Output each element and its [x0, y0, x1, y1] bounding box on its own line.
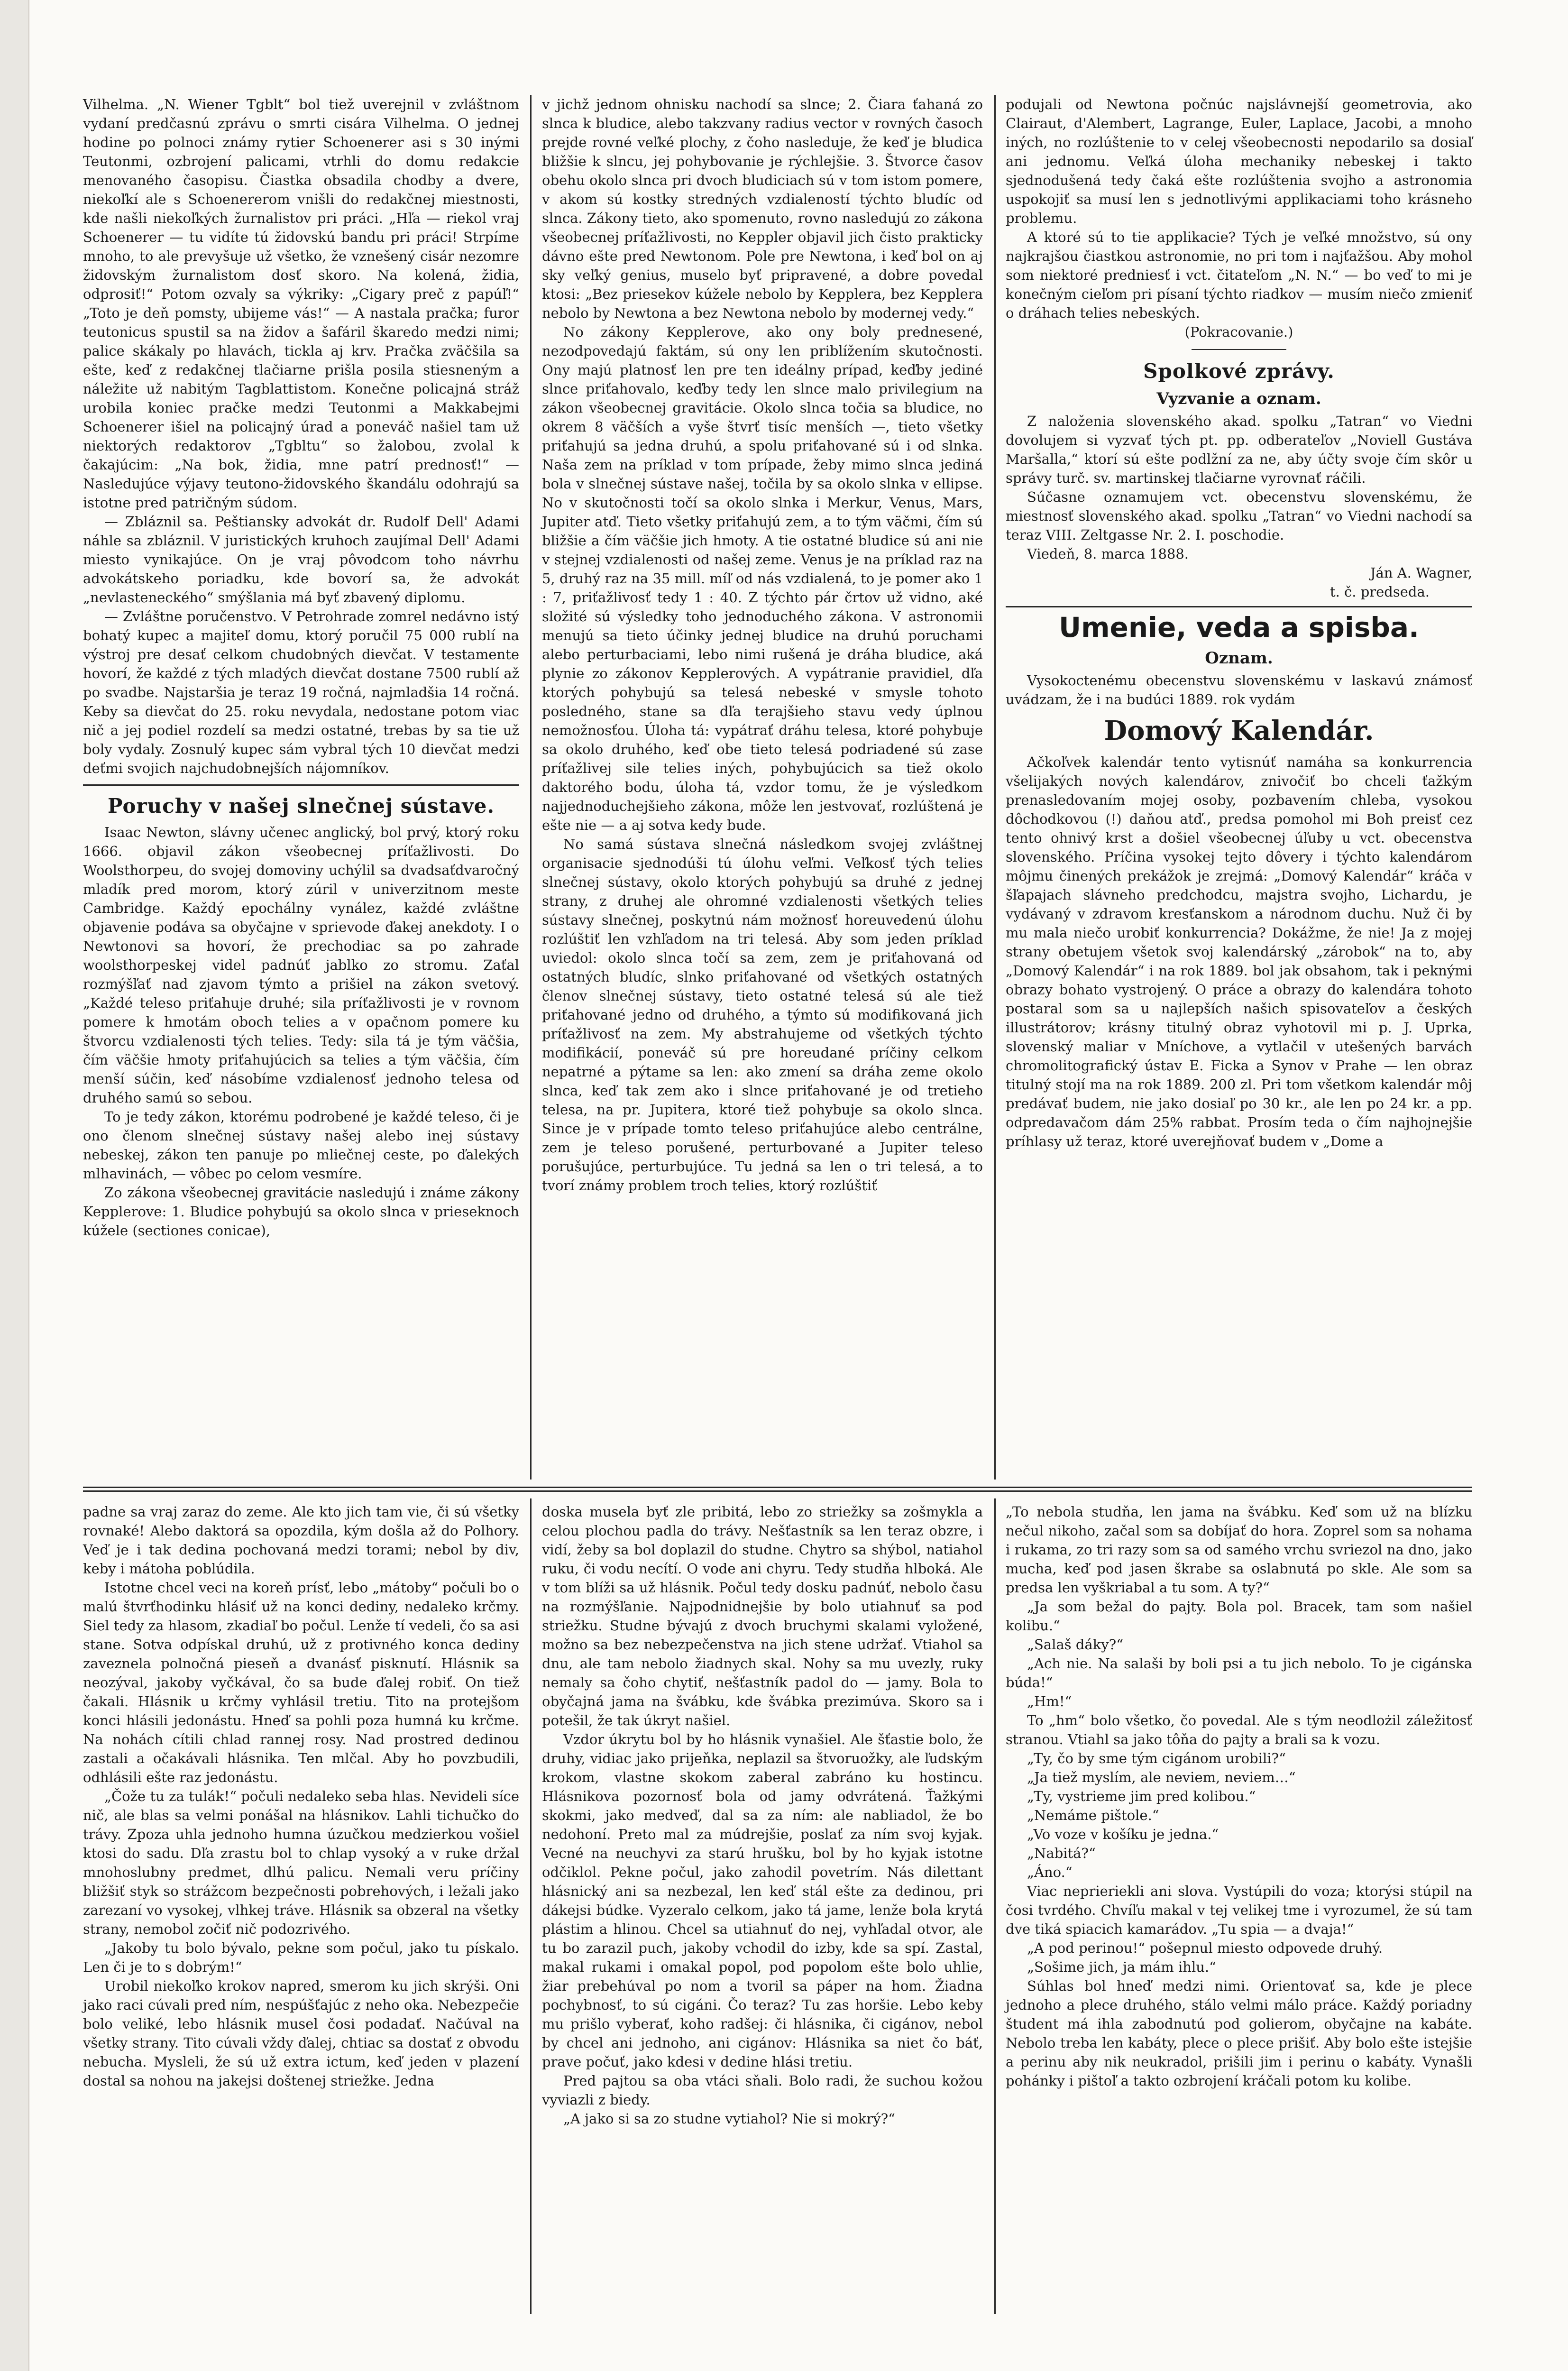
article-paragraph: No samá sústava slnečná následkom svojej zvláštnej organisacie sjednodúši tú úlohu veľmi. Veľkosť tých telies slnečnej sústavy, okolo ktorých pohybujú sa druhé z jednej strany, z druhej ale ohromné vzdialenosti všetkých telies sústavy slnečnej, poskytnú nám možnosť horeuvedenú úlohu rozlúštiť len vzhľadom na tri telesá. Aby som jeden príklad uviedol: okolo slnca točí sa zem, zem je priťahovaná od ostatných bludíc, slnko priťahované od všetkých ostatných členov slnečnej sústavy, tieto ostatné telesá sú ale tiež priťahované jedno od druhého, a týmto sú modifikovaná jich príťažlivosť na zem. My abstrahujeme od všetkých týchto modifikácií, poneváč sú pre horeudané príčiny celkom nepatrné a pýtame sa len: ako zmení sa dráha zeme okolo slnca, keď tak zem ako i slnce priťahované je od tretieho telesa, na pr. Jupitera, ktoré tiež pohybuje sa okolo slnca. Since je v prípade tomto teleso priťahujúce alebo centrálne, zem je teleso porušené, perturbované a Jupiter teleso porušujúce, perturbujúce. Tu jedná sa len o tri telesá, a to tvorí známy problem troch telies, ktorý rozlúštiť: [542, 836, 983, 1194]
story-paragraph: „Hm!“: [1027, 1693, 1072, 1709]
column-rule: [994, 95, 996, 1480]
column-rule: [994, 1498, 996, 2314]
subtitle-vyzvanie: Vyzvanie a oznam.: [1156, 389, 1321, 408]
notice-paragraph: Súčasne oznamujem vct. obecenstvu slovenskému, že miestnosť slovenského akad. spolku „Tatran“ vo Viedni nachodí sa teraz VIII. Zeltgasse Nr. 2. I. poschodie.: [1006, 489, 1472, 543]
column-rule: [530, 1498, 532, 2314]
article-paragraph: Zo zákona všeobecnej gravitácie nasledujú i známe zákony Kepplerove: 1. Bludice pohybujú sa okolo slnca v prieseknoch kúžele (sectiones conicae),: [83, 1185, 519, 1239]
story-paragraph: „Nabitá?“: [1027, 1845, 1096, 1861]
story-paragraph: „Čože tu za tulák!“ počuli nedaleko seba hlas. Nevideli síce nič, ale blas sa velmi ponášal na hlásnikov. Lahli tichučko do trávy. Zpoza uhla jednoho humna úzučkou medzierkou vošiel ktosi do sadu. Dľa zrastu bol to chlap vysoký a v ruke držal mnohoslubny predmet, dlhú palicu. Nemali veru príčiny bližšiť styk so strážcom bezpečnosti pobrehových, i ležali jako zarezaní vo vysokej, vlhkej tráve. Hlásnik sa obzeral na všetky strany, nemobol zočiť nič podozrivého.: [83, 1788, 519, 1937]
story-paragraph: Súhlas bol hneď medzi nimi. Orientovať sa, kde je plece jednoho a plece druhého, stálo velmi málo práce. Každý poriadny študent má ihla zabodnutú pod golierom, obyčajne na kabáte. Nebolo treba len kabáty, plece o plece prišiť. Aby bolo ešte istejšie a perinu aby nik neukradol, prišili jim i perinu o kabáty. Vynašli pohánky i pištoľ a takto ozbrojení kráčali potom ku kolibe.: [1006, 1978, 1472, 2089]
story-paragraph: „A pod perinou!“ pošepnul miesto odpovede druhý.: [1027, 1940, 1383, 1956]
story-paragraph: padne sa vraj zaraz do zeme. Ale kto jich tam vie, či sú všetky rovnaké! Alebo daktorá sa opozdila, kým došla až do Polhory. Veď je i tak dedina pochovaná medzi torami; nebol by div, keby i mátoha poblúdila.: [83, 1504, 519, 1577]
story-paragraph: „Áno.“: [1027, 1864, 1073, 1880]
title-domovy-kalendar: Domový Kalendár.: [1104, 715, 1374, 746]
story-paragraph: „Sošime jich, ja mám ihlu.“: [1027, 1959, 1216, 1975]
story-paragraph: Pred pajtou sa oba vtáci sňali. Bolo radi, že suchou kožou vyviazli z biedy.: [542, 2073, 983, 2108]
continuation-note: (Pokracovanie.): [1184, 324, 1293, 340]
story-paragraph: „Ach nie. Na salaši by boli psi a tu jich nebolo. To je cigánska búda!“: [1006, 1655, 1472, 1691]
story-paragraph: doska musela byť zle pribitá, lebo zo striežky sa zošmykla a celou plochou padla do trávy. Nešťastník sa len teraz obzre, i vidí, žeby sa bol doplazil do studne. Chytro sa shýbol, natiahol ruku, či vodu necítí. O vode ani chyru. Tedy studňa hlboká. Ale v tom blíži sa už hlásnik. Počul tedy dosku padnúť, nebolo času na rozmýšľanie. Najpodnidnejšie by bolo utiahnuť sa pod striežku. Studne bývajú z dvoch bruchymi skalami vyložené, možno sa bez nebezpečenstva na jich stene udržať. Vtiahol sa dnu, ale tam nebolo žiadnych skal. Nohy sa mu uvezly, ruky nemaly sa čoho chytiť, nešťastník padol do — jamy. Bola to obyčajná jama na švábku, kde švábka prezimúva. Skoro sa i potešil, že tak úkryt našiel.: [542, 1504, 983, 1728]
notice-date: Viedeň, 8. marca 1888.: [1027, 546, 1189, 562]
story-paragraph: Viac neprieriekli ani slova. Vystúpili do voza; ktorýsi stúpil na čosi tvrdého. Chvíľu makal v tej velikej tme i vyrozumel, že sú tam dve tiká spiacich kamarádov. „Tu spia — a dvaja!“: [1006, 1883, 1472, 1937]
article-title-poruchy: Poruchy v našej slnečnej sústave.: [108, 794, 495, 818]
story-paragraph: Istotne chcel veci na koreň prísť, lebo „mátoby“ počuli bo o malú štvrťhodinku hlásiť už na konci dediny, nedaleko krčmy. Siel tedy za hlasom, zkadiaľ bo počul. Lenže tí vedeli, čo sa asi stane. Sotva odpískal druhú, už z protivného konca dediny zaveznela polnočná pieseň a dvanásť pisknutí. Hlásnik sa neozýval, jakoby vyčkával, čo sa bude ďalej robiť. On tiež čakali. Hlásnik u krčmy vyhlásil tretiu. Tito na protejšom konci hlásili jedonástu. Hneď sa pohli poza humná ku krčme. Na nohách cítili chlad rannej rosy. Nad prostred dedinou zastali a očakávali hlásnika. Ten mlčal. Aby ho povzbudili, odhlásili ešte raz jedonástu.: [83, 1580, 519, 1785]
story-paragraph: „Ty, vystrieme jim pred kolibou.“: [1027, 1788, 1256, 1804]
article-paragraph: podujali od Newtona počnúc najslávnejší geometrovia, ako Clairaut, d'Alembert, Lagrange, Euler, Laplace, Jacobi, a mnoho iných, no rozlúštenie to v celej všeobecnosti nepodarilo sa dosiaľ ani jednomu. Veľká úloha mechaniky nebeskej i takto sjednodušená tedy čaká ešte rozlúštenia svojho a astronomia uspokojiť sa musí len s jednotlivými applikaciami toho krásneho problemu.: [1006, 96, 1472, 226]
story-paragraph: „Ja som bežal do pajty. Bola pol. Bracek, tam som našiel kolibu.“: [1006, 1599, 1472, 1634]
feuilleton-divider: [83, 1487, 1472, 1488]
subtitle-oznam: Oznam.: [1205, 649, 1273, 668]
notice-intro: Vysokoctenému obecenstvu slovenskému v laskavú známosť uvádzam, že i na budúci 1889. rok vydám: [1006, 672, 1472, 708]
news-item-porucenstvo: — Zvláštne poručenstvo. V Petrohrade zomrel nedávno istý bohatý kupec a majiteľ domu, ktorý poručil 75 000 rublí na výstroj pre desať celkom chudobných dievčat. V testamente hovorí, že každé z tých mladých dievčat dostane 7500 rublí až po svadbe. Najstaršia je teraz 19 ročná, najmladšia 14 ročná. Keby sa dievčat do 25. roku nevydala, nedostane potom viac nič a jej podiel rozdelí sa medzi ostatné, trebas by sa tie už boly vydaly. Zosnulý kupec sám vybral tých 10 dievčat medzi deťmi svojich najchudobnejších nájomníkov.: [83, 608, 519, 776]
feuilleton-divider: [83, 1490, 1472, 1492]
section-title-spolkove: Spolkové zprávy.: [1143, 359, 1335, 383]
page-binding-edge: [0, 0, 29, 2371]
story-paragraph: „A jako si sa zo studne vytiahol? Nie si mokrý?“: [563, 2111, 895, 2127]
story-paragraph: „Jakoby tu bolo bývalo, pekne som počul, jako tu pískalo. Len či je to s dobrým!“: [83, 1940, 519, 1975]
news-item-vilhelma: Vilhelma. „N. Wiener Tgblt“ bol tiež uverejnil v zvláštnom vydaní predčasnú zprávu o smrti cisára Vilhelma. O jednej hodine po polnoci známy rytier Schoenerer asi s 30 inými Teutonmi, ozbrojení palicami, vtrhli do domu redakcie menovaného časopisu. Čiastka obsadila chodby a dvere, niekoľkí ale s Schoenererom vnišli do redakčnej miestnosti, kde našli niekoľkých žurnalistov pri práci. „Hľa — riekol vraj Schoenerer — tu vidíte tú židovskú bandu pri práci! Strpíme mnoho, to ale prevyšuje už všetko, že vznešený cisár nezomre židovským žurnalistom dosť skoro. Na kolená, židia, odprosiť!“ Potom ozvaly sa výkriky: „Cigary preč z papúľ!“ „Toto je deň pomsty, ubijeme vás!“ — A nastala pračka; furor teutonicus spustil sa na židov a šafáril škaredo medzi nimi; palice skákaly po hlavách, tickla aj krv. Pračka zväčšila sa ešte, keď z redakčnej tlačiarne prišla posila stiesneným a náležite už nabitým Tagblattistom. Konečne policajná stráž urobila koniec pračke medzi Teutonmi a Makkabejmi Schoenerer išiel na policajný úrad a poneváč našiel tam už niektorých redaktorov „Tgbltu“ so žalobou, zvolal k čakajúcim: „Na bok, židia, mne patrí prednosť!“ — Nasledujúce výjavy teutono-židovského škandálu odohrajú sa istotne pred patričným súdom.: [83, 96, 519, 511]
newspaper-page: [83, 95, 1472, 2324]
top-column-2: [542, 95, 983, 1195]
article-paragraph: No zákony Kepplerove, ako ony boly prednesené, nezodpovedajú faktám, sú ony len priblížením skutočnosti. Ony majú platnosť len pre ten ideálny prípad, keďby jediné slnce priťahovalo, keďby tedy len slnce malo privilegium na zákon všeobecnej gravitácie. Okolo slnca točia sa bludice, no okrem 8 väčších a vyše štvrť tisíc menších —, tieto všetky priťahujú sa jedna druhú, a spolu priťahované sú i od slnka. Naša zem na príklad v tom prípade, žeby mimo slnca jediná bola v slnečnej sústave našej, točila by sa okolo slnka v ellipse. No v skutočnosti točí sa okolo slnka i Merkur, Venus, Mars, Jupiter atď. Tieto všetky priťahujú zem, a to tým väčmi, čím sú bližšie a čím väčšie jich hmoty. A tie ostatné bludice sú ani nie v stejnej vzdialenosti od našej zeme. Venus je na príklad raz na 5, druhý raz na 35 mill. míľ od nás vzdialená, to je pomer ako 1 : 7, priťažlivosť tedy 1 : 40. Z týchto pár črtov už vidno, aké složité sú výsledky toho jednoduchého zákona. V astronomii menujú sa tieto účinky jednej bludice na druhú poruchami alebo perturbaciami, lebo nimi rušená je dráha bludice, aká plynie zo zákonov Kepplerových. A vypátranie pravidiel, dľa ktorých pohybujú sa telesá nebeské v smysle tohoto posledného, stane sa dľa terajšieho stavu vedy úplnou nemožnosťou. Úloha tá: vypátrať dráhu telesa, ktoré pohybuje sa okolo druhého, keď obe tieto telesá podriadené sú zase príťažlivej sile telies iných, pohybujúcich sa tiež okolo daktorého bodu, úloha tá, vzdor tomu, že je výsledkom najjednoduchejšieho zákona, môže len jestvovať, rozlúštená je ešte nie — a aj sotva kedy bude.: [542, 324, 983, 833]
section-title-umenie: Umenie, veda a spisba.: [1058, 611, 1420, 643]
story-paragraph: Urobil niekoľko krokov napred, smerom ku jich skrýši. Oni jako raci cúvali pred ním, nespúšťajúc z neho oka. Nebezpečie bolo veliké, lebo hlásnik musel čosi podadať. Načúval na všetky strany. Tito cúvali vždy ďalej, chtiac sa dostať z obvodu nebucha. Mysleli, že sú už extra ictum, keď jeden v plazení dostal sa nohou na jakejsi doštenej striežke. Jedna: [83, 1978, 519, 2089]
news-item-zblaznil: — Zbláznil sa. Peštiansky advokát dr. Rudolf Dell' Adami náhle sa zbláznil. V juristických kruhoch zaujímal Dell' Adami miesto vynikajúce. On je vraj pôvodcom toho návrhu advokátskeho poriadku, kde bovorí sa, že advokát „nevlasteneckého“ smýšlania má byť zbavený diplomu.: [83, 514, 519, 606]
story-paragraph: To „hm“ bolo všetko, čo povedal. Ale s tým neodlożil záležitosť stranou. Vtiahl sa jako tôňa do pajty a brali sa k vozu.: [1006, 1712, 1472, 1747]
top-column-3: [1006, 95, 1472, 1151]
top-column-1: [83, 95, 519, 1240]
column-rule: [530, 95, 532, 1480]
section-divider: [83, 784, 519, 786]
story-paragraph: „To nebola studňa, len jama na švábku. Keď som už na blízku nečul nikoho, začal som sa dobíjať do hora. Zoprel som sa nohama i rukama, zo tri razy som sa od samého vrchu svriezol na dno, jako mucha, keď pod jasen škrabe sa oslabnutá po skle. Ale som sa predsa len vyškriabal a tu som. A ty?“: [1006, 1504, 1472, 1596]
bottom-column-1: [83, 1502, 519, 2090]
article-paragraph: To je tedy zákon, ktorému podrobené je každé teleso, či je ono členom slnečnej sústavy našej alebo inej sústavy nebeskej, zákon ten panuje po mliečnej ceste, po ďalekých mlhavinách, — vôbec po celom vesmíre.: [83, 1109, 519, 1182]
signature-role: t. č. predseda.: [1330, 584, 1430, 600]
story-paragraph: „Ja tiež myslím, ale neviem, neviem…“: [1027, 1769, 1296, 1785]
story-paragraph: „Vo voze v košíku je jedna.“: [1027, 1826, 1219, 1842]
bottom-column-3: [1006, 1502, 1472, 2090]
short-divider: [1192, 349, 1286, 350]
article-paragraph: v jichž jednom ohnisku nachodí sa slnce; 2. Čiara ťahaná zo slnca k bludice, alebo takzvany radius vector v rovných časoch prejde rovné veľké plochy, z čoho nasleduje, že keď je bludica bližšie k slncu, jej pohybovanie je rýchlejšie. 3. Štvorce časov obehu okolo slnca pri dvoch bludiciach sú v tom istom pomere, v akom sú kostky stredných vzdialeností týchto bludíc od slnca. Zákony tieto, ako spomenuto, rovno nasledujú zo zákona všeobecnej príťažlivosti, no Keppler objavil jich čisto prakticky dávno ešte pred Newtonom. Pole pre Newtona, i keď bol on aj sky veľký genius, muselo byť pripravené, a dobre povedal ktosi: „Bez priesekov kúžele nebolo by Kepplera, bez Kepplera nebolo by Newtona a bez Newtona nebolo by modernej vedy.“: [542, 96, 983, 321]
notice-paragraph: Ačkoľvek kalendár tento vytisnúť namáha sa konkurrencia všelijakých nových kalendárov, znivočiť bo chceli ťažkým prenasledovaním mojej osoby, pozbavením chleba, vysokou dôchodkovou (!) daňou atď., predsa pomohol mi Boh preisť cez tento ohnivý krst a došiel všeobecnej úľuby u vct. obecenstva slovenského. Príčina vysokej tejto dôvery i týchto kalendárom môjmu činených prekážok je zrejmá: „Domový Kalendár“ kráča v šľapajach slávneho predchodcu, majstra svojho, Lichardu, je vydávaný v zdravom kresťanskom a národnom duchu. Nuž či by mu mala niečo urobiť konkurrencia? Dokážme, že nie! Ja z mojej strany obetujem všetok svoj kalendárský „zárobok“ na to, aby „Domový Kalendár“ i na rok 1889. bol jak obsahom, tak i peknými obrazy bohato vystrojený. O práce a obrazy do kalendára tohoto postaral som sa u najlepších našich spisovateľov a českých illustrátorov; krásny titulný obraz vyhotovil mi p. J. Uprka, slovenský maliar v Mníchove, a vytlačil v utešených barvách chromolitografický ústav E. Ficka a Synov v Prahe — len obraz titulný stojí ma na rok 1889. 200 zl. Pri tom všetkom kalendár môj predávať budem, nie jako dosiaľ po 30 kr., ale len po 24 kr. a pp. odpredavačom dám 25% rabbat. Prosím teda o čím najhojnejšie príhlasy už teraz, ktoré uverejňovať budem v „Dome a: [1006, 754, 1472, 1149]
article-paragraph: Isaac Newton, slávny učenec anglický, bol prvý, ktorý roku 1666. objavil zákon všeobecnej príťažlivosti. Do Woolsthorpeu, do svojej domoviny uchýlil sa dvadsaťdvaročný mladík pred morom, ktorý zúril v univerzitnom meste Cambridge. Každý epochálny vynález, každé zvláštne objavenie podáva sa obyčajne v sprievode ďakej anekdoty. I o Newtonovi sa hovorí, že prechodiac sa po zahrade woolsthorpeskej videl padnúť jablko zo stromu. Zaťal rozmýšľať nad zjavom týmto a prišiel na zákon svetový. „Každé teleso priťahuje druhé; sila príťažlivosti je v rovnom pomere k hmotám oboch telies a v opačnom pomere ku štvorcu vzdialenosti tých telies. Tedy: sila tá je tým väčšia, čím väčšie hmoty priťahujúcich sa telies a tým väčšia, čím menší súčin, keď násobíme vzdialenosť jednoho telesa od druhého samú so sebou.: [83, 824, 519, 1106]
story-paragraph: „Ty, čo by sme tým cigánom urobili?“: [1027, 1750, 1286, 1766]
story-paragraph: „Nemáme pištole.“: [1027, 1807, 1159, 1823]
signature-name: Ján A. Wagner,: [1370, 565, 1472, 581]
notice-paragraph: Z naloženia slovenského akad. spolku „Tatran“ vo Viedni dovolujem si vyzvať tých pt. pp. odberateľov „Noviell Gustáva Maršalla,“ ktorí sú ešte podlžní za ne, aby účty svoje čím skôr u správy turč. sv. martinskej tlačiarne vyrovnať ráčili.: [1006, 413, 1472, 486]
story-paragraph: „Salaš dáky?“: [1027, 1636, 1124, 1653]
bottom-column-2: [542, 1502, 983, 2128]
article-paragraph: A ktoré sú to tie applikacie? Tých je veľké množstvo, sú ony najkrajšou čiastkou astronomie, no pri tom i najťažšou. Aby mohol som niektoré predniesť i vct. čitateľom „N. N.“ — bo veď to mi je konečným cieľom pri písaní týchto riadkov — musím niečo zmieniť o dráhach telies nebeských.: [1006, 229, 1472, 321]
story-paragraph: Vzdor úkrytu bol by ho hlásnik vynašiel. Ale šťastie bolo, že druhy, vidiac jako prijeňka, neplazil sa štvoruožky, ale ľudským krokom, vlastne skokom zaberal zabráno ku hostincu. Hlásnikova pozornosť bola od jamy odvrátená. Ťažkými skokmi, jako medveď, dal sa za ním: ale nabliadol, že bo nedohoní. Preto mal za múdrejšie, poslať za ním svoj kyjak. Vecné na neuchyvi za starú hrušku, bol by ho kyjak istotne odčiklol. Pekne počul, jako zahodil povetrím. Nás dilettant hlásnický ani sa nezbezal, len keď stál ešte za dedinou, pri dákejsi búdke. Vyzeralo celkom, jako tá jame, lenže bola krytá plástim a hlinou. Chcel sa utiahnuť do nej, vyhľadal otvor, ale tu bo zarazil puch, jakoby vchodil do izby, kde sa spí. Zastal, makal rukami i omakal popol, pod popolom ešte bolo uhlie, žiar prebehúval po nom a tvoril sa páper na hom. Žiadna pochybnosť, to sú cigáni. Čo teraz? Tu zas horšie. Lebo keby mu prišlo vyberať, koho radšej: či hlásnika, či cigánov, nebol by chcel ani jednoho, ani cigánov: Hlásnika sa niet čo báť, prave počuť, jako kdesi v dedine hlási tretiu.: [542, 1731, 983, 2070]
section-divider: [1006, 606, 1472, 607]
